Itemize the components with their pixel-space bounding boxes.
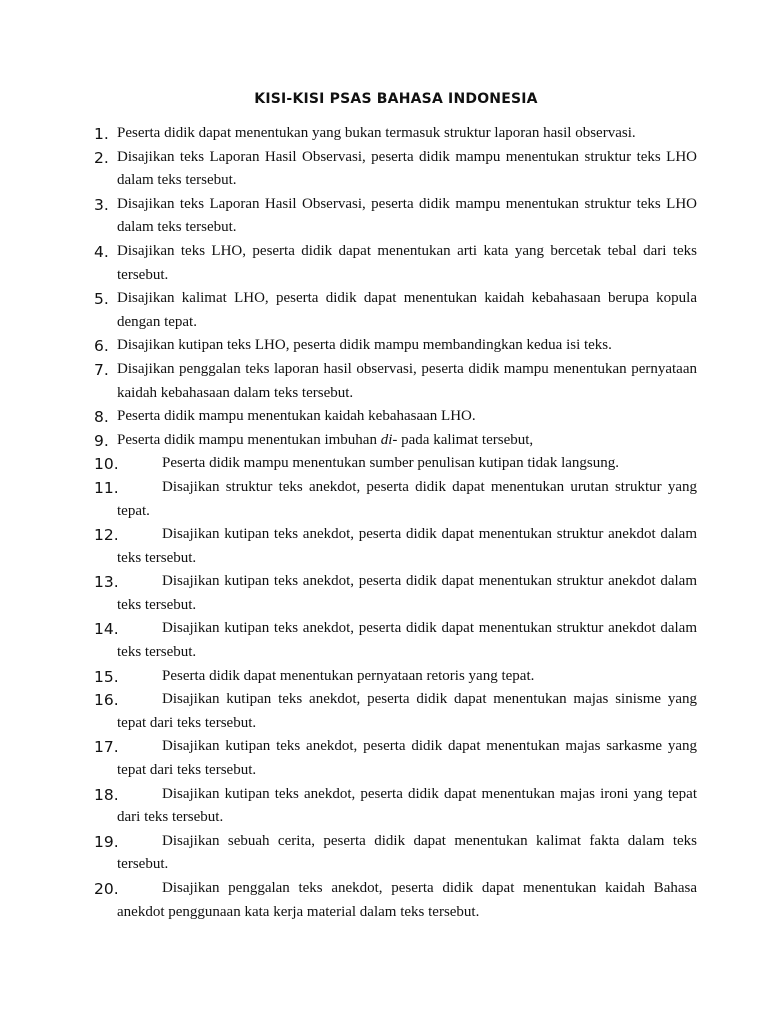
item-text: Disajikan kutipan teks anekdot, peserta didik dapat menentukan majas sinisme yang tepat dari teks tersebut. (117, 691, 697, 731)
list-item (0, 146, 697, 193)
item-text: Disajikan kalimat LHO, peserta didik dapat menentukan kaidah kebahasaan berupa kopula dengan tepat. (117, 290, 697, 330)
list-item (0, 358, 697, 405)
item-number: 11. (94, 478, 119, 497)
list-item (0, 405, 697, 429)
item-text (117, 429, 697, 453)
list-item (0, 523, 697, 570)
list-item (0, 735, 697, 782)
list-item (0, 617, 697, 664)
item-text-before: Peserta didik mampu menentukan imbuhan (117, 431, 381, 448)
list-item (0, 287, 697, 334)
list-item (0, 476, 697, 523)
item-number: 13. (94, 573, 119, 592)
item-number: 8. (94, 408, 109, 427)
item-text: Disajikan teks LHO, peserta didik dapat menentukan arti kata yang bercetak tebal dari teks tersebut. (117, 242, 697, 283)
list-item (0, 665, 697, 689)
item-number: 5. (94, 290, 109, 309)
item-number: 6. (94, 337, 109, 356)
item-text: Disajikan kutipan teks anekdot, peserta didik dapat menentukan struktur anekdot dalam teks tersebut. (117, 526, 697, 566)
item-text: Peserta didik dapat menentukan yang bukan termasuk struktur laporan hasil observasi. (117, 125, 636, 141)
item-text: Disajikan teks Laporan Hasil Observasi, peserta didik mampu menentukan struktur teks LHO dalam teks tersebut. (117, 195, 697, 236)
item-text: Peserta didik mampu menentukan sumber penulisan kutipan tidak langsung. (162, 455, 619, 472)
list-item (0, 452, 697, 476)
item-text: Disajikan kutipan teks anekdot, peserta didik dapat menentukan majas sarkasme yang tepat dari teks tersebut. (117, 738, 697, 779)
list-item (0, 830, 697, 877)
item-text: Disajikan penggalan teks anekdot, peserta didik dapat menentukan kaidah Bahasa anekdot penggunaan kata kerja material dalam teks tersebut. (117, 880, 697, 920)
item-text: Disajikan kutipan teks anekdot, peserta didik dapat menentukan struktur anekdot dalam teks tersebut. (117, 620, 697, 661)
item-number: 20. (94, 880, 119, 898)
item-number: 4. (94, 242, 109, 261)
list-item (0, 240, 697, 287)
item-number: 17. (94, 738, 119, 757)
item-text: Disajikan sebuah cerita, peserta didik dapat menentukan kalimat fakta dalam teks tersebut. (117, 832, 697, 873)
item-number: 10. (94, 455, 119, 474)
item-text-italic: di- (380, 431, 398, 448)
list-item (0, 783, 697, 830)
item-number: 2. (94, 148, 109, 167)
list-item (0, 122, 697, 146)
item-number: 9. (94, 431, 109, 450)
list-item (0, 429, 697, 453)
item-text: Disajikan penggalan teks laporan hasil observasi, peserta didik mampu menentukan pernyataan kaidah kebahasaan dalam teks tersebut. (117, 360, 697, 401)
list-item (0, 877, 697, 924)
item-text: Disajikan struktur teks anekdot, peserta didik dapat menentukan urutan struktur yang tepat. (117, 478, 697, 519)
list-item (0, 688, 697, 735)
criteria-list (0, 122, 697, 924)
item-text: Disajikan teks Laporan Hasil Observasi, peserta didik mampu menentukan struktur teks LHO dalam teks tersebut. (117, 148, 697, 189)
list-item (0, 334, 697, 358)
item-number: 1. (94, 125, 109, 143)
item-number: 12. (94, 526, 119, 545)
item-number: 7. (94, 360, 109, 379)
item-number: 14. (94, 620, 119, 639)
list-item (0, 570, 697, 617)
item-number: 19. (94, 832, 119, 851)
item-text: Peserta didik dapat menentukan pernyataan retoris yang tepat. (162, 667, 535, 684)
item-text: Disajikan kutipan teks anekdot, peserta didik dapat menentukan struktur anekdot dalam teks tersebut. (117, 573, 697, 613)
list-item (0, 193, 697, 240)
item-number: 16. (94, 691, 119, 710)
item-number: 18. (94, 785, 119, 804)
item-text-after: pada kalimat tersebut, (397, 431, 534, 448)
item-number: 3. (94, 195, 109, 214)
item-text: Disajikan kutipan teks LHO, peserta didik mampu membandingkan kedua isi teks. (117, 337, 612, 354)
page-title: KISI-KISI PSAS BAHASA INDONESIA (254, 91, 538, 107)
item-text: Disajikan kutipan teks anekdot, peserta didik dapat menentukan majas ironi yang tepat dari teks tersebut. (117, 785, 697, 826)
item-text: Peserta didik mampu menentukan kaidah kebahasaan LHO. (117, 408, 476, 425)
item-number: 15. (94, 667, 119, 686)
